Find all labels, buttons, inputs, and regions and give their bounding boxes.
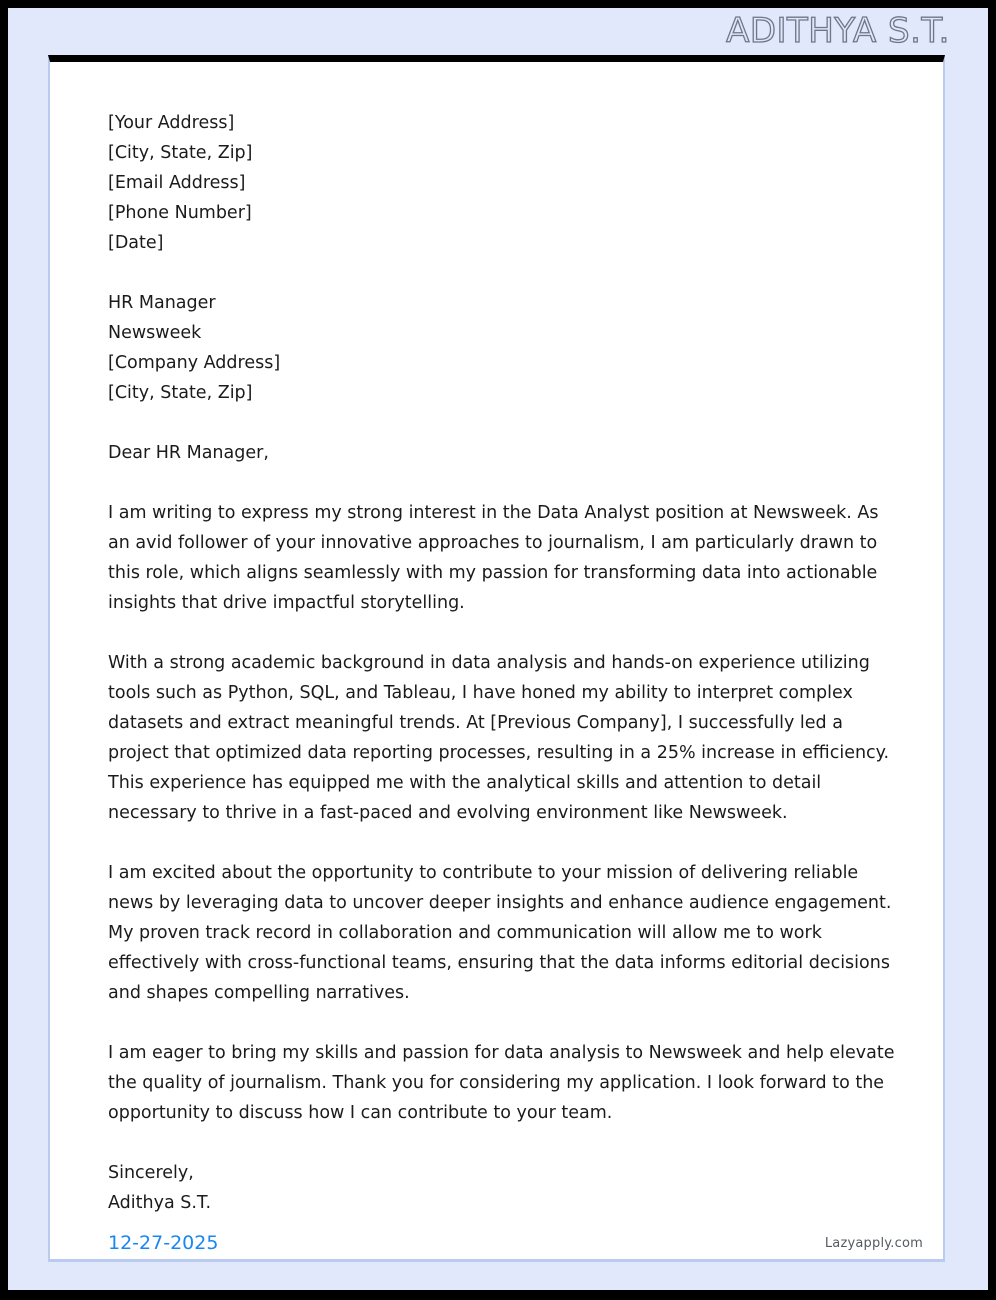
closing-salutation: Sincerely, — [108, 1163, 194, 1183]
recipient-block — [108, 288, 900, 408]
body-paragraph-4 — [108, 1038, 900, 1128]
paragraph-text: I am eager to bring my skills and passion for data analysis to Newsweek and help elevate the quality of journalism. Thank you for considering my application. I look forward to the opportunity to discuss how I can contribute to your team. — [108, 1043, 895, 1123]
paragraph-text: With a strong academic background in data analysis and hands-on experience utilizing tools such as Python, SQL, and Tableau, I have honed my ability to interpret complex datasets and extract meaningful trends. At [Previous Company], I successfully led a project that optimized data reporting processes, resulting in a 25% increase in efficiency. This experience has equipped me with the analytical skills and attention to detail necessary to thrive in a fast-paced and evolving environment like Newsweek. — [108, 653, 890, 823]
sender-email: [Email Address] — [108, 173, 246, 193]
recipient-address: [Company Address] — [108, 353, 281, 373]
sender-city-state-zip: [City, State, Zip] — [108, 143, 253, 163]
sender-address: [Your Address] — [108, 113, 235, 133]
salutation-block — [108, 438, 900, 468]
signature-name: Adithya S.T. — [108, 1193, 212, 1213]
letterhead-name: ADITHYA S.T. — [726, 11, 950, 51]
signature-block — [108, 1158, 900, 1260]
letterhead — [726, 7, 950, 55]
paragraph-text: I am writing to express my strong interest in the Data Analyst position at Newsweek. As an avid follower of your innovative approaches to journalism, I am particularly drawn to this role, which aligns seamlessly with my passion for transforming data into actionable insights that drive impactful storytelling. — [108, 503, 879, 613]
recipient-company: Newsweek — [108, 323, 202, 343]
letter-panel — [48, 55, 945, 1262]
footer-watermark: Lazyapply.com — [824, 1236, 923, 1251]
sender-phone: [Phone Number] — [108, 203, 252, 223]
paragraph-text: I am excited about the opportunity to contribute to your mission of delivering reliable news by leveraging data to uncover deeper insights and enhance audience engagement. My proven track record in collaboration and communication will allow me to work effectively with cross-functional teams, ensuring that the data informs editorial decisions and shapes compelling narratives. — [108, 863, 892, 1003]
sender-date: [Date] — [108, 233, 164, 253]
signed-date: 12-27-2025 — [108, 1232, 219, 1254]
recipient-title: HR Manager — [108, 293, 216, 313]
letter-body — [108, 108, 900, 1260]
sender-address-block — [108, 108, 900, 258]
body-paragraph-3 — [108, 858, 900, 1008]
body-paragraph-2 — [108, 648, 900, 828]
page-background — [8, 8, 988, 1290]
body-paragraph-1 — [108, 498, 900, 618]
salutation: Dear HR Manager, — [108, 443, 269, 463]
recipient-city-state-zip: [City, State, Zip] — [108, 383, 253, 403]
